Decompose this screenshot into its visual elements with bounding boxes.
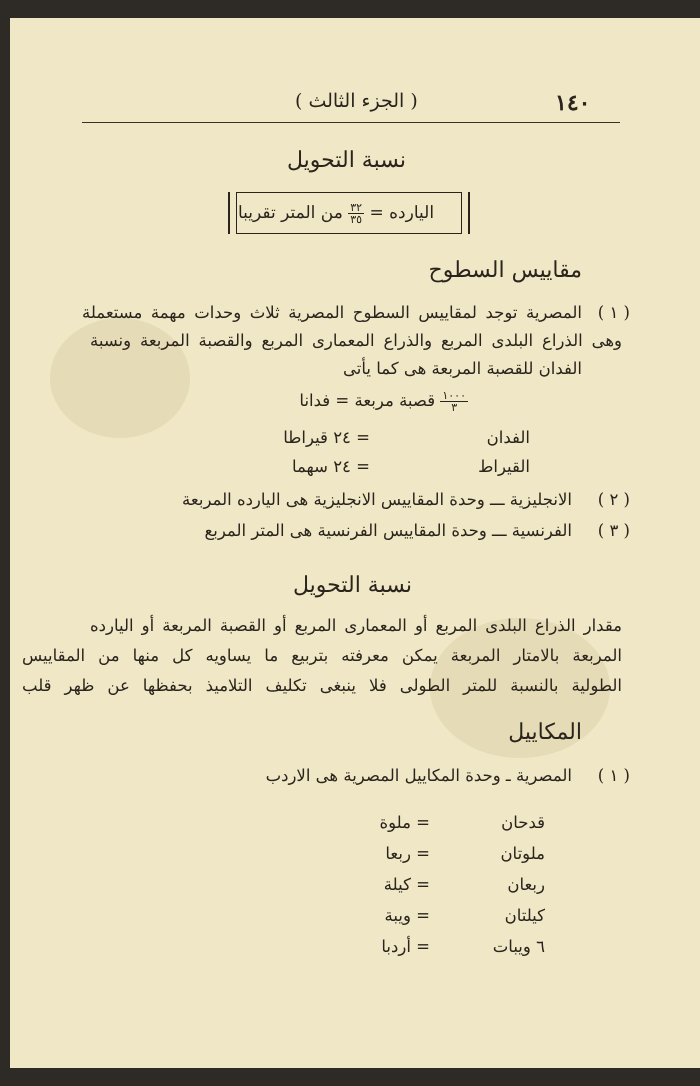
item-number: ( ٣ ) <box>597 521 630 540</box>
conversion-label: كيلتان <box>504 906 545 925</box>
paragraph-line: المربعة بالامتار المربعة يمكن معرفته بتربيع ما يساويه كل منها من المقاييس <box>22 646 622 665</box>
item-text: الانجليزية ـــ وحدة المقاييس الانجليزية هى اليارده المربعة <box>182 490 572 509</box>
conversion-value: = ٢٤ سهما <box>291 457 370 476</box>
formula-fraction <box>348 202 364 225</box>
paragraph-line: المصرية توجد لمقاييس السطوح المصرية ثلاث وحدات مهمة مستعملة <box>82 303 582 322</box>
conversion-label: ملوتان <box>500 844 545 863</box>
conversion-label: ٦ ويبات <box>492 937 545 956</box>
conversion-value: = ٢٤ قيراطا <box>283 428 370 447</box>
item-text: المصرية ـ وحدة المكاييل المصرية هى الاردب <box>265 766 572 785</box>
fraction-denominator: ٣ <box>451 401 458 414</box>
conversion-label: قدحان <box>501 813 545 832</box>
conversion-value: = كيلة <box>383 875 430 894</box>
section-title-conversion: نسبة التحويل <box>293 573 412 598</box>
fraction-numerator: ٣٢ <box>350 201 363 214</box>
fraction-text: قصبة مربعة = فدانا <box>299 391 436 410</box>
item-text: الفرنسية ـــ وحدة المقاييس الفرنسية هى المتر المربع <box>204 521 572 540</box>
conversion-value: = ربعا <box>385 844 430 863</box>
fraction <box>440 390 468 413</box>
book-page <box>10 18 700 1068</box>
item-number: ( ١ ) <box>597 303 630 322</box>
section-title-surface-measures: مقاييس السطوح <box>428 258 582 283</box>
paragraph-line: وهى الذراع البلدى المربع والذراع المعمارى المربع والقصبة المربعة ونسبة <box>90 331 622 350</box>
conversion-label: القيراط <box>478 457 530 476</box>
item-number: ( ٢ ) <box>597 490 630 509</box>
page-number: ١٤٠ <box>555 90 591 116</box>
fraction-denominator: ٣٥ <box>350 213 363 226</box>
formula-text <box>238 202 434 225</box>
fraction-line <box>299 390 468 413</box>
paragraph-line: الفدان للقصبة المربعة هى كما يأتى <box>342 359 582 378</box>
item-number: ( ١ ) <box>597 766 630 785</box>
paragraph-line: مقدار الذراع البلدى المربع أو المعمارى المربع أو القصبة المربعة أو اليارده <box>90 616 622 635</box>
part-title: ( الجزء الثالث ) <box>295 90 418 112</box>
section-title-dry-measures: المكاييل <box>508 720 582 745</box>
conversion-value: = أردبا <box>381 937 430 956</box>
formula-suffix: من المتر تقريبا <box>238 203 343 223</box>
conversion-label: ربعان <box>507 875 545 894</box>
paragraph-line: الطولية بالنسبة للمتر الطولى فلا ينبغى تكليف التلاميذ بحفظها عن ظهر قلب <box>22 676 622 695</box>
section-title-conversion: نسبة التحويل <box>287 148 406 173</box>
conversion-value: = ملوة <box>379 813 430 832</box>
formula-prefix: اليارده = <box>369 203 435 223</box>
header-rule <box>82 122 620 123</box>
conversion-label: الفدان <box>486 428 530 447</box>
conversion-value: = ويبة <box>384 906 430 925</box>
fraction-numerator: ١٠٠٠ <box>442 389 466 402</box>
